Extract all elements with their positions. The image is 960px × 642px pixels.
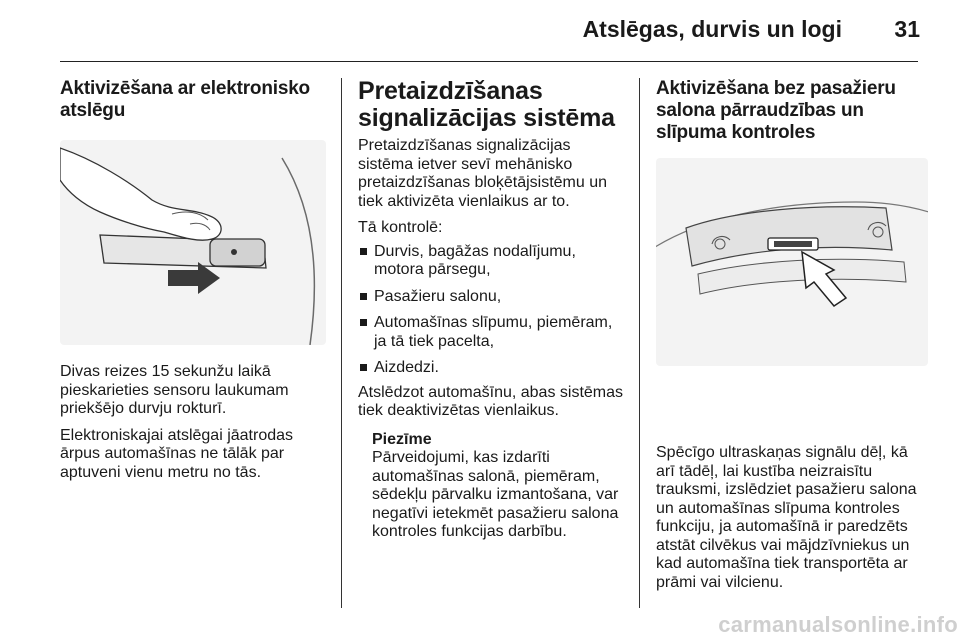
list-item-text: Automašīnas slīpumu, piemēram, ja tā tiek pacelta,: [374, 314, 613, 350]
section-heading-no-monitoring: Aktivizēšana bez pasažieru salona pārraudzības un slīpuma kontroles: [656, 78, 896, 143]
paragraph-touch-sensor: Divas reizes 15 sekunžu laikā pieskarieties sensoru laukumam priekšējo durvju rokturī.: [60, 363, 289, 417]
section-heading-electronic-key: Aktivizēšana ar elektronisko atslēgu: [60, 78, 310, 121]
page-number: 31: [894, 16, 920, 42]
list-item-text: Pasažieru salonu,: [374, 287, 502, 305]
paragraph-ultrasonic-warning: Spēcīgo ultraskaņas signālu dēļ, kā arī tādēļ, lai kustība neizraisītu trauksmi, izslēdziet pasažieru salona un automašīnas slīpuma kontroles funkciju, ja automašīnā ir paredzēts atstāt cilvēkus vai mājdzīvniekus un kad automašīna tiek transportēta ar prāmi vai vilcienu.: [656, 444, 917, 591]
console-button-icon: [656, 158, 928, 366]
page-header-title: Atslēgas, durvis un logi: [582, 16, 842, 42]
column-divider: [639, 78, 640, 608]
list-item-text: Durvis, bagāžas nodalījumu, motora pārsegu,: [374, 242, 576, 278]
list-item: [358, 359, 626, 378]
list-item: [358, 243, 626, 280]
bullet-icon: [360, 319, 367, 326]
paragraph-anti-theft-intro: Pretaizdzīšanas signalizācijas sistēma ietver sevī mehānisko pretaizdzīšanas bloķētājsistēmu un tiek aktivizēta vienlaikus ar to.: [358, 137, 608, 210]
column-no-interior-monitoring: [656, 78, 928, 592]
column-electronic-key: [60, 78, 326, 482]
controls-label: Tā kontrolē:: [358, 219, 443, 236]
monitored-items-list: [358, 243, 626, 378]
watermark: carmanualsonline.info: [718, 612, 958, 637]
bullet-icon: [360, 248, 367, 255]
header-divider: [60, 61, 918, 62]
list-item-text: Aizdedzi.: [374, 359, 439, 376]
door-handle-illustration: [60, 140, 326, 345]
note-box: [372, 431, 626, 542]
door-handle-icon: [60, 140, 326, 345]
bullet-icon: [360, 293, 367, 300]
note-text: Pārveidojumi, kas izdarīti automašīnas salonā, piemēram, sēdekļu pārvalku izmantošana, var negatīvi ietekmēt pasažieru salona kontroles funkcijas darbību.: [372, 449, 619, 540]
column-divider: [341, 78, 342, 608]
list-item: [358, 314, 626, 351]
paragraph-deactivation: Atslēdzot automašīnu, abas sistēmas tiek deaktivizētas vienlaikus.: [358, 383, 624, 419]
paragraph-key-distance: Elektroniskajai atslēgai jāatrodas ārpus automašīnas ne tālāk par aptuveni vienu metru no tās.: [60, 426, 294, 481]
section-heading-anti-theft: Pretaizdzīšanas signalizācijas sistēma: [358, 77, 615, 132]
page-header: [0, 0, 960, 62]
note-title: Piezīme: [372, 430, 432, 448]
bullet-icon: [360, 364, 367, 371]
overhead-console-illustration: [656, 158, 928, 366]
column-anti-theft: [358, 78, 626, 542]
list-item: [358, 288, 626, 307]
